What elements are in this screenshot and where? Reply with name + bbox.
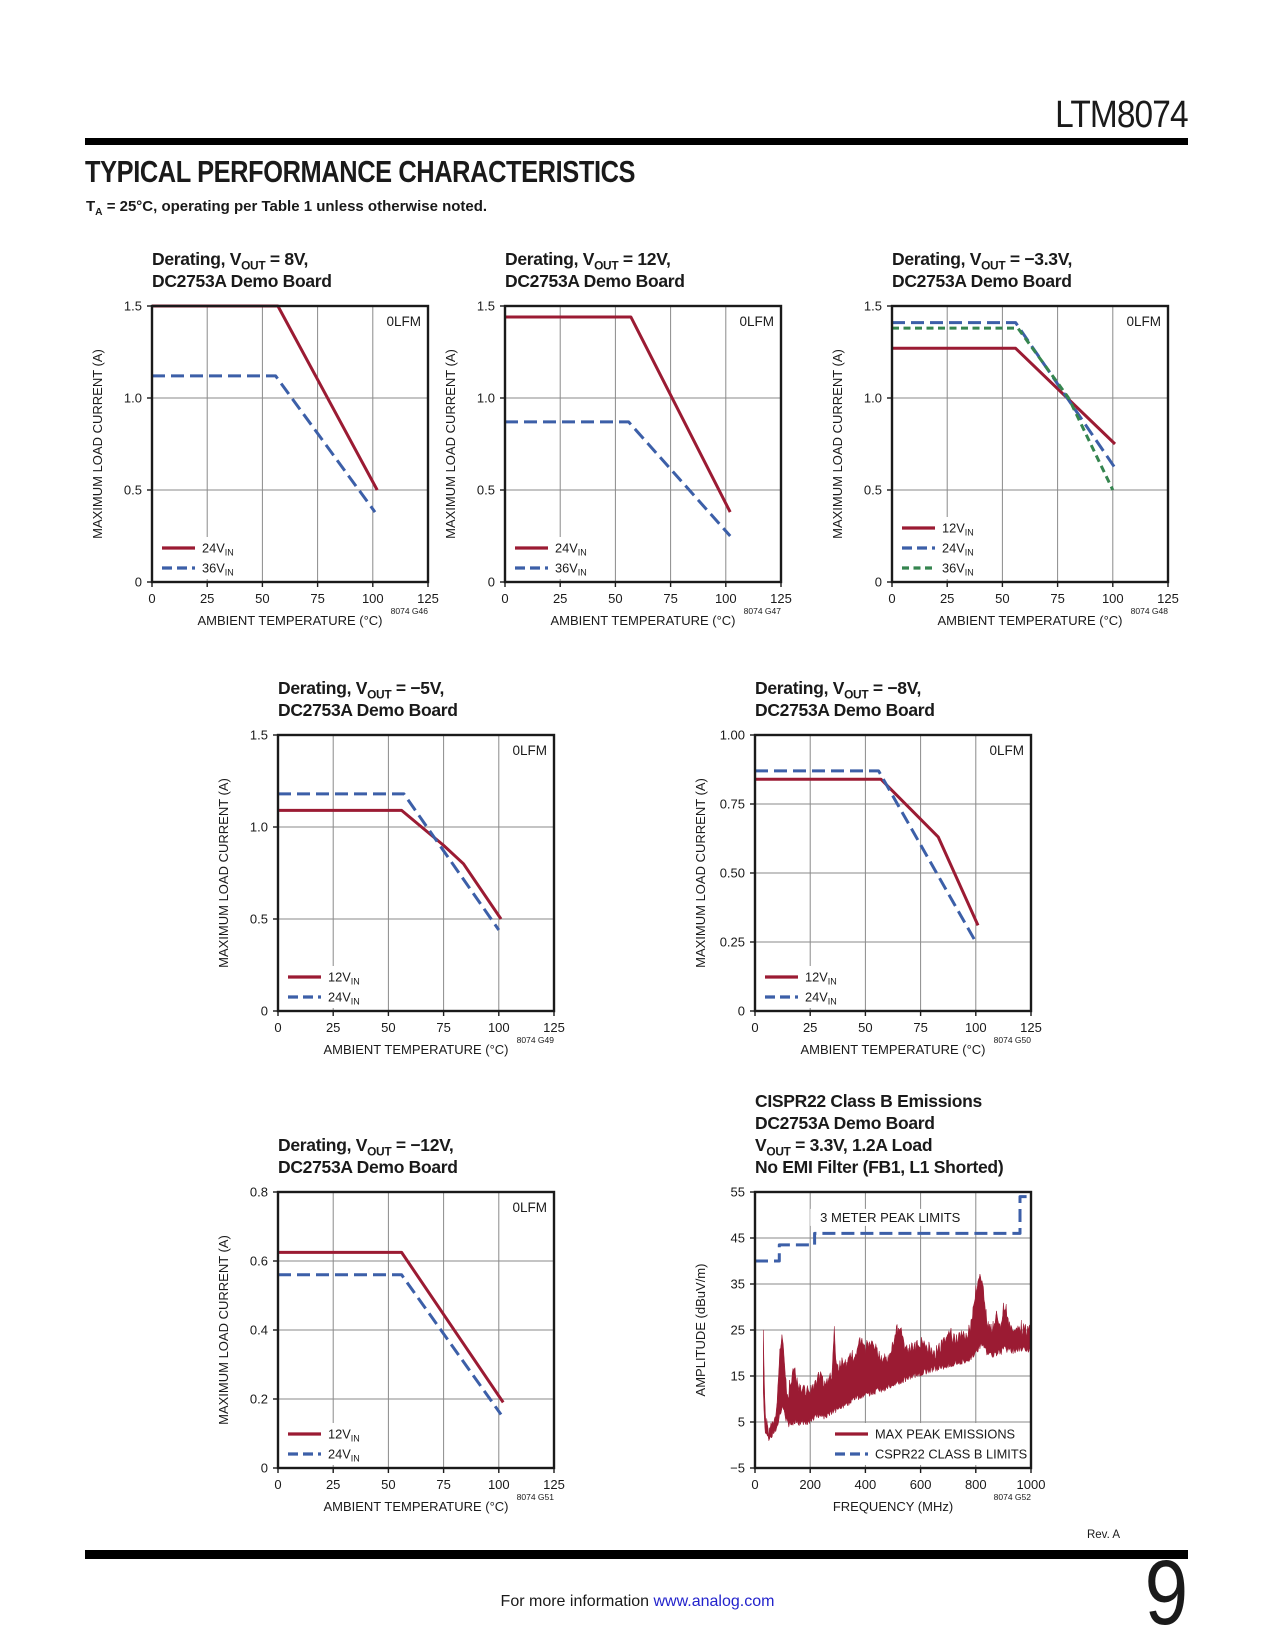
- chart-code: 8074 G52: [993, 1492, 1031, 1502]
- y-axis-label: MAXIMUM LOAD CURRENT (A): [693, 778, 708, 968]
- y-axis-label: AMPLITUDE (dBuV/m): [693, 1263, 708, 1397]
- svg-text:0: 0: [274, 1477, 282, 1492]
- svg-text:600: 600: [909, 1477, 932, 1492]
- svg-text:15: 15: [730, 1368, 745, 1384]
- y-tick-labels: [250, 1185, 268, 1476]
- y-tick-labels: [250, 728, 268, 1019]
- series-line: [892, 323, 1115, 468]
- chart-title-line: DC2753A Demo Board: [278, 1157, 458, 1177]
- legend-label: $24V_{IN}$: [328, 1446, 360, 1464]
- series-line: [505, 317, 730, 512]
- y-axis-label: MAXIMUM LOAD CURRENT (A): [216, 778, 231, 968]
- chart-title-line: Derating, $V_{OUT} = 8V$,: [152, 249, 309, 273]
- svg-text:0.8: 0.8: [249, 1184, 268, 1200]
- svg-text:400: 400: [854, 1477, 877, 1492]
- chart-title: [278, 677, 458, 721]
- airflow-label: 0LFM: [512, 1200, 547, 1215]
- chart-g47: [439, 249, 799, 636]
- chart-title-line: DC2753A Demo Board: [505, 271, 685, 291]
- svg-text:0: 0: [148, 591, 156, 606]
- chart-title-line: DC2753A Demo Board: [892, 271, 1072, 291]
- chart-code: 8074 G48: [1130, 606, 1168, 616]
- chart-title-line: CISPR22 Class B Emissions: [755, 1091, 982, 1111]
- svg-text:50: 50: [608, 591, 623, 606]
- x-axis-label: AMBIENT TEMPERATURE (°C): [197, 613, 383, 628]
- series-line: [152, 376, 375, 512]
- svg-text:0: 0: [260, 1460, 268, 1476]
- svg-text:1.0: 1.0: [863, 390, 882, 406]
- chart-g48: [826, 249, 1186, 636]
- x-tick-labels: [888, 591, 1178, 606]
- y-tick-labels: [864, 299, 882, 590]
- svg-text:1.0: 1.0: [123, 390, 142, 406]
- svg-text:0: 0: [874, 574, 882, 590]
- annotation-label: 3 METER PEAK LIMITS: [820, 1209, 961, 1225]
- svg-text:800: 800: [964, 1477, 987, 1492]
- chart-title: [892, 248, 1072, 292]
- svg-text:125: 125: [543, 1477, 565, 1492]
- part-number: LTM8074: [1055, 94, 1188, 136]
- chart-plot-g51: [212, 1182, 572, 1522]
- svg-text:50: 50: [255, 591, 270, 606]
- y-axis-label: MAXIMUM LOAD CURRENT (A): [830, 349, 845, 539]
- chart-title-line: DC2753A Demo Board: [278, 700, 458, 720]
- x-axis-label: AMBIENT TEMPERATURE (°C): [323, 1499, 509, 1514]
- chart-code: 8074 G49: [516, 1035, 554, 1045]
- svg-text:75: 75: [913, 1020, 928, 1035]
- svg-text:50: 50: [995, 591, 1010, 606]
- x-tick-labels: [274, 1477, 564, 1492]
- svg-text:0.25: 0.25: [719, 934, 745, 950]
- svg-text:1.5: 1.5: [476, 298, 495, 314]
- section-subtitle: $T_A = 25^\circ C$, operating per Table 1 unless otherwise noted.: [86, 198, 488, 218]
- svg-text:100: 100: [714, 591, 737, 606]
- svg-text:25: 25: [552, 591, 568, 606]
- svg-text:0: 0: [751, 1020, 759, 1035]
- svg-text:75: 75: [663, 591, 678, 606]
- header-rule: [85, 138, 1188, 145]
- legend-label: $36V_{IN}$: [942, 560, 974, 578]
- chart-code: 8074 G51: [516, 1492, 554, 1502]
- series-line: [755, 779, 978, 925]
- section-title: TYPICAL PERFORMANCE CHARACTERISTICS: [85, 154, 636, 189]
- series-line: [278, 1252, 503, 1402]
- chart-g51: [212, 1135, 572, 1522]
- y-axis-label: MAXIMUM LOAD CURRENT (A): [216, 1235, 231, 1425]
- svg-text:0: 0: [134, 574, 142, 590]
- x-axis-label: AMBIENT TEMPERATURE (°C): [550, 613, 736, 628]
- chart-code: 8074 G46: [390, 606, 428, 616]
- svg-text:125: 125: [770, 591, 792, 606]
- svg-text:1.5: 1.5: [123, 298, 142, 314]
- chart-g52: [689, 1091, 1049, 1522]
- series-line: [892, 348, 1115, 444]
- airflow-label: 0LFM: [989, 743, 1024, 758]
- x-tick-labels: [751, 1020, 1041, 1035]
- chart-g50: [689, 678, 1049, 1065]
- airflow-label: 0LFM: [386, 314, 421, 329]
- x-axis-label: FREQUENCY (MHz): [832, 1499, 954, 1514]
- legend-label: $24V_{IN}$: [328, 989, 360, 1007]
- chart-plot-g47: [439, 296, 799, 636]
- chart-title-line: Derating, $V_{OUT} = -3.3V$,: [892, 249, 1073, 273]
- chart-plot-g49: [212, 725, 572, 1065]
- chart-code: 8074 G47: [743, 606, 781, 616]
- chart-title-line: $V_{OUT} = 3.3V$, 1.2A Load: [755, 1135, 933, 1159]
- svg-text:100: 100: [964, 1020, 987, 1035]
- svg-text:75: 75: [310, 591, 325, 606]
- svg-text:50: 50: [381, 1477, 396, 1492]
- svg-text:45: 45: [730, 1230, 745, 1246]
- x-axis-label: AMBIENT TEMPERATURE (°C): [800, 1042, 986, 1057]
- svg-text:75: 75: [1050, 591, 1065, 606]
- y-axis-label: MAXIMUM LOAD CURRENT (A): [443, 349, 458, 539]
- footer-rule: [85, 1550, 1188, 1559]
- svg-text:0: 0: [260, 1003, 268, 1019]
- svg-text:25: 25: [730, 1322, 745, 1338]
- chart-title-line: Derating, $V_{OUT} = -12V$,: [278, 1135, 454, 1159]
- x-tick-labels: [751, 1477, 1045, 1492]
- chart-title-line: DC2753A Demo Board: [755, 700, 935, 720]
- svg-text:0.5: 0.5: [476, 482, 495, 498]
- chart-plot-g50: [689, 725, 1049, 1065]
- airflow-label: 0LFM: [1126, 314, 1161, 329]
- legend-label: $12V_{IN}$: [805, 969, 837, 987]
- footer-info: [0, 1593, 1275, 1611]
- series-line: [755, 1197, 1031, 1261]
- x-tick-labels: [148, 591, 438, 606]
- legend-label: $12V_{IN}$: [328, 1426, 360, 1444]
- svg-text:0.6: 0.6: [249, 1253, 268, 1269]
- svg-text:1.00: 1.00: [719, 727, 745, 743]
- svg-text:0: 0: [888, 591, 896, 606]
- svg-text:25: 25: [199, 591, 215, 606]
- svg-text:−5: −5: [730, 1460, 745, 1476]
- chart-title-line: No EMI Filter (FB1, L1 Shorted): [755, 1157, 1004, 1177]
- chart-g46: [86, 249, 446, 636]
- svg-text:125: 125: [417, 591, 439, 606]
- svg-text:25: 25: [325, 1477, 341, 1492]
- y-axis-label: MAXIMUM LOAD CURRENT (A): [90, 349, 105, 539]
- series-emissions-band: [763, 1274, 1031, 1441]
- svg-text:200: 200: [799, 1477, 822, 1492]
- svg-text:1.0: 1.0: [476, 390, 495, 406]
- chart-g49: [212, 678, 572, 1065]
- y-tick-labels: [477, 299, 495, 590]
- svg-text:5: 5: [737, 1414, 745, 1430]
- svg-text:1000: 1000: [1016, 1477, 1046, 1492]
- y-tick-labels: [730, 1185, 745, 1476]
- svg-text:0.5: 0.5: [249, 911, 268, 927]
- legend-label: $12V_{IN}$: [942, 520, 974, 538]
- svg-text:50: 50: [381, 1020, 396, 1035]
- svg-text:100: 100: [361, 591, 384, 606]
- svg-text:125: 125: [1020, 1020, 1042, 1035]
- chart-plot-g48: [826, 296, 1186, 636]
- svg-text:35: 35: [730, 1276, 745, 1292]
- x-tick-labels: [501, 591, 791, 606]
- chart-plot-g52: [689, 1182, 1049, 1522]
- chart-title-line: DC2753A Demo Board: [755, 1113, 935, 1133]
- svg-text:0.50: 0.50: [719, 865, 745, 881]
- airflow-label: 0LFM: [739, 314, 774, 329]
- revision-label: Rev. A: [1086, 1529, 1120, 1541]
- legend-label: MAX PEAK EMISSIONS: [875, 1426, 1016, 1442]
- legend-label: $36V_{IN}$: [555, 560, 587, 578]
- analog-link[interactable]: www.analog.com: [653, 1593, 775, 1610]
- svg-text:0: 0: [274, 1020, 282, 1035]
- chart-title-line: Derating, $V_{OUT} = -5V$,: [278, 678, 445, 702]
- svg-text:0.5: 0.5: [123, 482, 142, 498]
- chart-title: [152, 248, 332, 292]
- chart-title: [755, 677, 935, 721]
- legend-label: $24V_{IN}$: [805, 989, 837, 1007]
- x-axis-label: AMBIENT TEMPERATURE (°C): [937, 613, 1123, 628]
- legend-label: $12V_{IN}$: [328, 969, 360, 987]
- chart-title-line: Derating, $V_{OUT} = -8V$,: [755, 678, 922, 702]
- y-tick-labels: [124, 299, 142, 590]
- chart-plot-g46: [86, 296, 446, 636]
- series-line: [278, 1275, 501, 1415]
- chart-title-line: DC2753A Demo Board: [152, 271, 332, 291]
- legend-label: $24V_{IN}$: [942, 540, 974, 558]
- svg-text:0.75: 0.75: [719, 796, 745, 812]
- x-axis-label: AMBIENT TEMPERATURE (°C): [323, 1042, 509, 1057]
- svg-text:0: 0: [487, 574, 495, 590]
- legend-label: $24V_{IN}$: [555, 540, 587, 558]
- svg-text:1.0: 1.0: [249, 819, 268, 835]
- svg-text:0: 0: [501, 591, 509, 606]
- legend-label: $24V_{IN}$: [202, 540, 234, 558]
- legend-label: $36V_{IN}$: [202, 560, 234, 578]
- series-line: [505, 422, 730, 536]
- chart-code: 8074 G50: [993, 1035, 1031, 1045]
- y-tick-labels: [720, 728, 745, 1019]
- svg-text:0.4: 0.4: [249, 1322, 268, 1338]
- svg-text:0: 0: [737, 1003, 745, 1019]
- chart-title: [505, 248, 685, 292]
- svg-text:125: 125: [1157, 591, 1179, 606]
- page-number: 9: [1144, 1542, 1188, 1644]
- svg-text:0.5: 0.5: [863, 482, 882, 498]
- svg-text:0: 0: [751, 1477, 759, 1492]
- svg-text:100: 100: [487, 1477, 510, 1492]
- svg-text:25: 25: [802, 1020, 818, 1035]
- svg-text:100: 100: [487, 1020, 510, 1035]
- svg-text:1.5: 1.5: [249, 727, 268, 743]
- svg-text:25: 25: [939, 591, 955, 606]
- footer-info-text: For more information: [500, 1593, 654, 1610]
- airflow-label: 0LFM: [512, 743, 547, 758]
- x-tick-labels: [274, 1020, 564, 1035]
- svg-text:55: 55: [730, 1184, 745, 1200]
- svg-text:75: 75: [436, 1477, 451, 1492]
- svg-text:25: 25: [325, 1020, 341, 1035]
- chart-title-line: Derating, $V_{OUT} = 12V$,: [505, 249, 671, 273]
- svg-text:1.5: 1.5: [863, 298, 882, 314]
- svg-text:75: 75: [436, 1020, 451, 1035]
- svg-text:100: 100: [1101, 591, 1124, 606]
- legend-label: CSPR22 CLASS B LIMITS: [875, 1446, 1028, 1462]
- chart-title: [278, 1134, 458, 1178]
- chart-title: [755, 1090, 1003, 1178]
- svg-text:125: 125: [543, 1020, 565, 1035]
- svg-text:50: 50: [858, 1020, 873, 1035]
- svg-text:0.2: 0.2: [249, 1391, 268, 1407]
